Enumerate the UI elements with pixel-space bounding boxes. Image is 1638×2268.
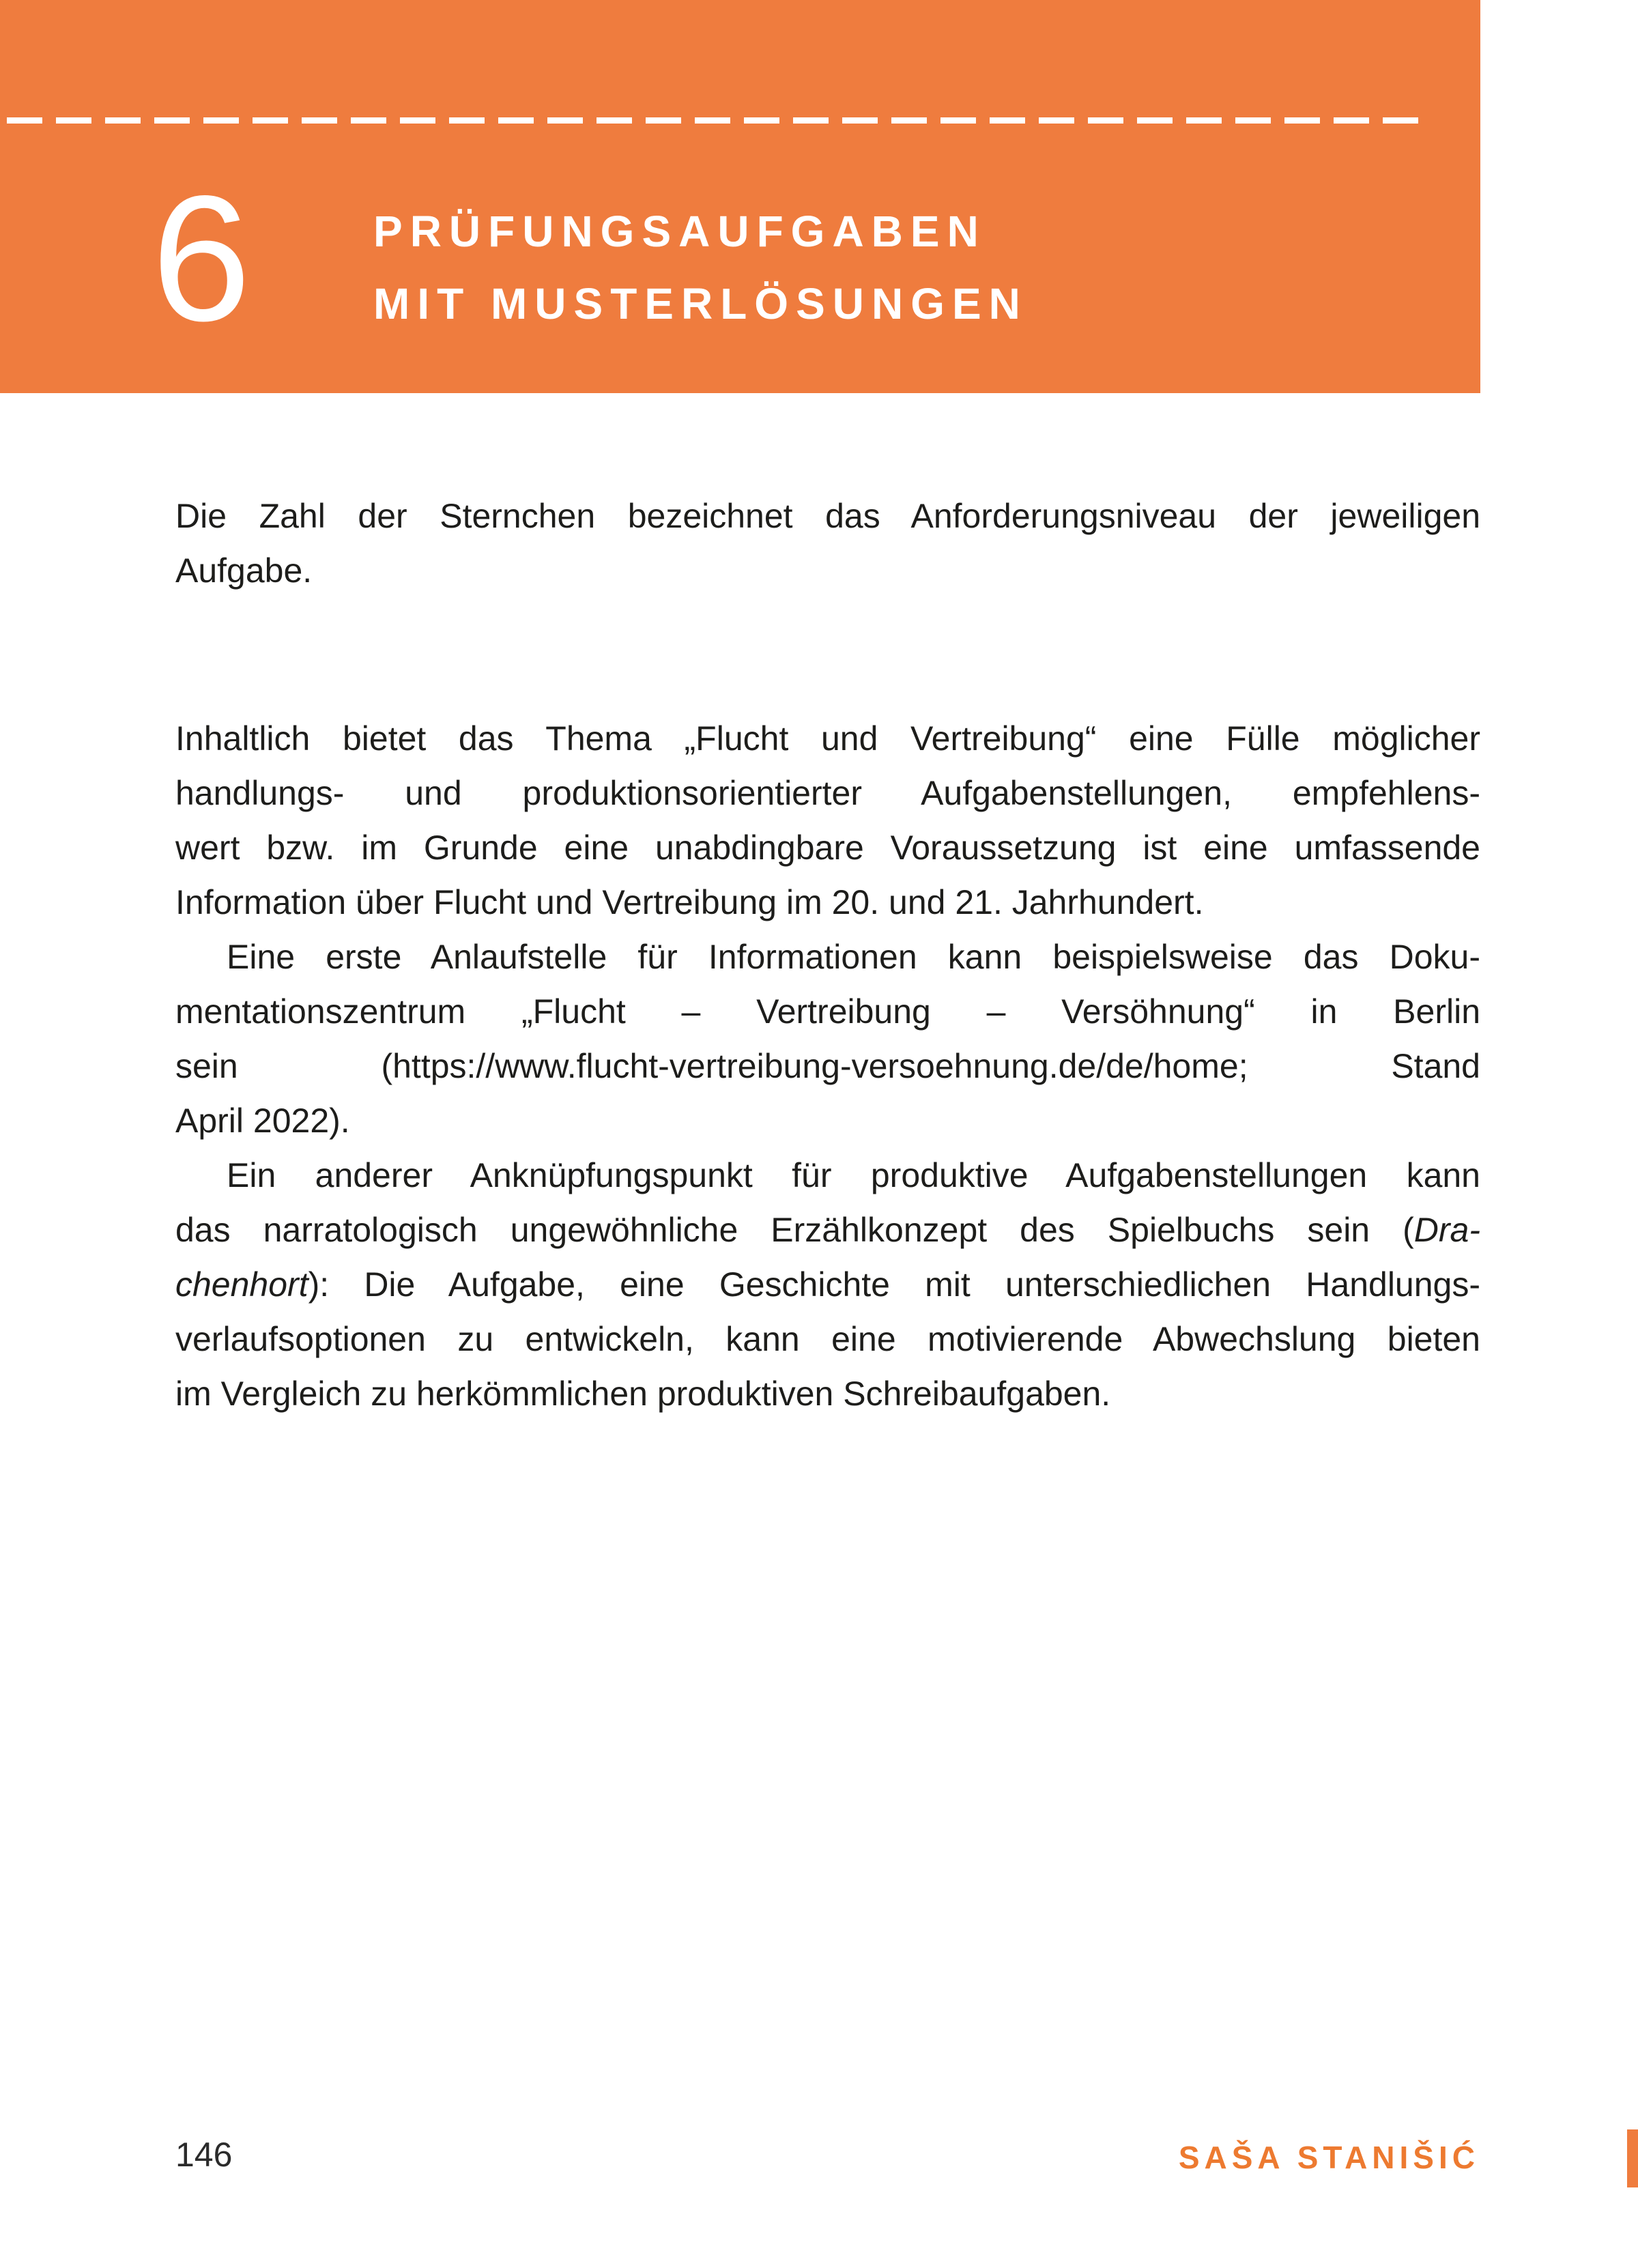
body-line bbox=[175, 1039, 1480, 1093]
chapter-title-line2: MIT MUSTERLÖSUNGEN bbox=[373, 279, 1028, 328]
body-line bbox=[175, 711, 1480, 766]
chapter-banner bbox=[0, 0, 1480, 393]
body-line bbox=[175, 766, 1480, 820]
chapter-number: 6 bbox=[152, 158, 251, 358]
text-segment: im Vergleich zu herkömmlichen produktiven Schreibaufgaben. bbox=[175, 1375, 1111, 1413]
chapter-title bbox=[373, 195, 1028, 340]
text-segment: Eine erste Anlaufstelle für Informationen kann beispielsweise das Doku- bbox=[227, 938, 1480, 976]
body-line bbox=[175, 930, 1480, 984]
page-edge-tab bbox=[1627, 2129, 1638, 2187]
dashed-divider bbox=[7, 117, 1421, 124]
text-segment: Ein anderer Anknüpfungspunkt für produktive Aufgabenstellungen kann bbox=[227, 1156, 1480, 1194]
text-segment: wert bzw. im Grunde eine unabdingbare Voraussetzung ist eine umfassende bbox=[175, 829, 1480, 867]
paragraph bbox=[175, 489, 1480, 598]
paragraph bbox=[175, 930, 1480, 1148]
body-line bbox=[175, 984, 1480, 1039]
text-segment: Information über Flucht und Vertreibung im 20. und 21. Jahrhundert. bbox=[175, 883, 1204, 921]
paragraph bbox=[175, 1148, 1480, 1421]
paragraph bbox=[175, 711, 1480, 930]
running-footer-author: SAŠA STANIŠIĆ bbox=[1178, 2140, 1480, 2175]
italic-text-segment: chenhort bbox=[175, 1265, 308, 1304]
body-line bbox=[175, 1366, 1480, 1421]
text-segment: Die Zahl der Sternchen bezeichnet das Anforderungsniveau der jeweiligen bbox=[175, 497, 1480, 535]
page-number: 146 bbox=[175, 2136, 233, 2174]
body-line bbox=[175, 1312, 1480, 1366]
text-segment: ): Die Aufgabe, eine Geschichte mit unterschiedlichen Handlungs- bbox=[308, 1265, 1480, 1304]
body-line bbox=[175, 1257, 1480, 1312]
body-line bbox=[175, 543, 1480, 598]
text-segment: sein (https://www.flucht-vertreibung-versoehnung.de/de/home; Stand bbox=[175, 1047, 1480, 1085]
text-segment: handlungs- und produktionsorientierter Aufgabenstellungen, empfehlens- bbox=[175, 774, 1480, 812]
body-line bbox=[175, 820, 1480, 875]
chapter-title-line1: PRÜFUNGSAUFGABEN bbox=[373, 207, 986, 256]
italic-text-segment: Dra- bbox=[1413, 1211, 1480, 1249]
body-line bbox=[175, 1203, 1480, 1257]
text-segment: verlaufsoptionen zu entwickeln, kann eine motivierende Abwechslung bieten bbox=[175, 1320, 1480, 1358]
text-segment: das narratologisch ungewöhnliche Erzählkonzept des Spielbuchs sein ( bbox=[175, 1211, 1414, 1249]
text-segment: mentationszentrum „Flucht – Vertreibung – Versöhnung“ in Berlin bbox=[175, 992, 1480, 1031]
body-line bbox=[175, 489, 1480, 543]
text-segment: Inhaltlich bietet das Thema „Flucht und Vertreibung“ eine Fülle möglicher bbox=[175, 719, 1480, 758]
text-segment: Aufgabe. bbox=[175, 551, 313, 590]
body-line bbox=[175, 1093, 1480, 1148]
body-line bbox=[175, 1148, 1480, 1203]
text-segment: April 2022). bbox=[175, 1102, 350, 1140]
body-text bbox=[175, 489, 1480, 1421]
body-line bbox=[175, 875, 1480, 930]
